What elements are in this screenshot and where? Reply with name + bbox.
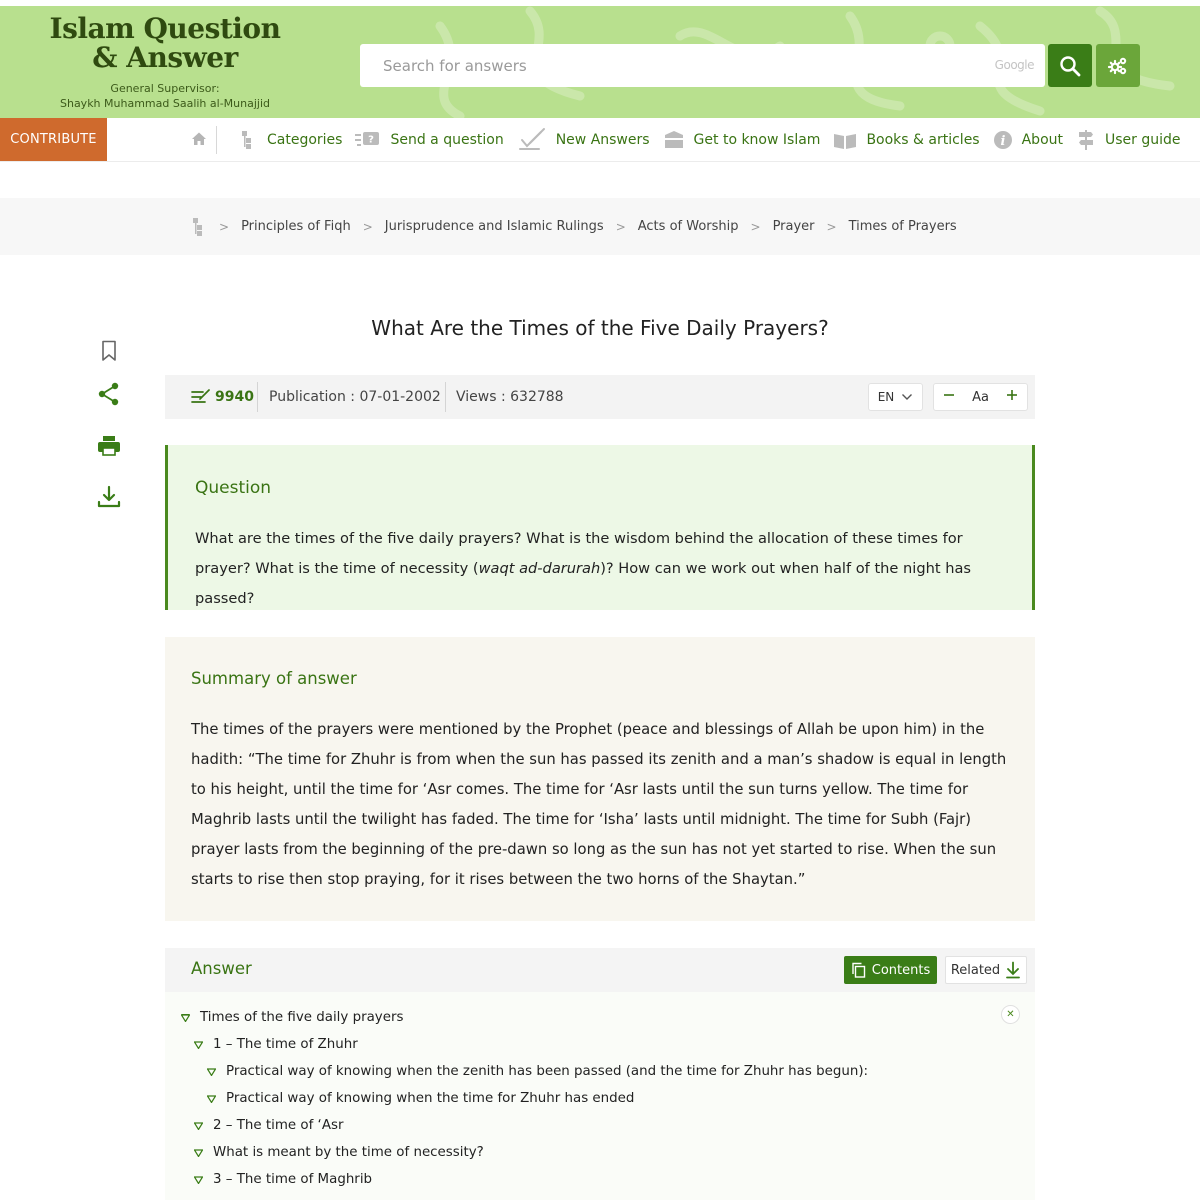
breadcrumb-separator: > — [219, 219, 230, 234]
question-text-part: )? How can we work out when half of the night has passed? — [195, 560, 972, 607]
nav-label-user-guide: User guide — [1105, 131, 1181, 148]
nav-label-send-question: Send a question — [390, 131, 504, 148]
contents-button[interactable] — [844, 956, 937, 984]
breadcrumb-separator: > — [362, 219, 373, 234]
breadcrumb-item[interactable]: Prayer — [772, 219, 815, 234]
nav-item-send-question[interactable] — [355, 130, 503, 150]
chevron-down-icon — [901, 393, 913, 401]
expand-triangle-icon — [181, 1014, 190, 1022]
toc-item[interactable] — [194, 1145, 484, 1160]
expand-triangle-icon — [207, 1068, 216, 1076]
svg-text:?: ? — [368, 134, 375, 145]
expand-triangle-icon — [194, 1122, 203, 1130]
nav-item-categories[interactable] — [236, 130, 342, 150]
answer-id-icon — [191, 389, 211, 405]
download-button[interactable] — [96, 484, 122, 514]
toc-item-label: Practical way of knowing when the time for Zhuhr has ended — [226, 1091, 635, 1106]
send-question-icon — [355, 130, 381, 150]
summary-text: The times of the prayers were mentioned by the Prophet (peace and blessings of Allah be upon him) in the hadith: “The time for Zhuhr is from when the sun has passed its zenith and a man’s shadow is equal in length to his height, until the time for ‘Asr comes. The time for ‘Asr lasts until the sun turns yellow. The time for Maghrib lasts until the twilight has faded. The time for ‘Isha’ lasts until midnight. The time for Subh (Fajr) prayer lasts from the beginning of the pre-dawn so long as the sun has not yet started to rise. When the sun starts to rise then stop praying, for it rises between the two horns of the Shaytan.” — [191, 721, 1007, 888]
search-button[interactable] — [1048, 44, 1092, 87]
site-logo[interactable] — [30, 14, 300, 111]
print-icon — [96, 434, 122, 458]
related-label: Related — [950, 962, 1001, 978]
answer-heading: Answer — [191, 959, 252, 978]
svg-text:i: i — [1000, 133, 1006, 149]
new-answers-icon — [517, 127, 547, 153]
related-button[interactable] — [945, 956, 1027, 984]
print-button[interactable] — [96, 434, 122, 462]
expand-triangle-icon — [207, 1095, 216, 1103]
bookmark-button[interactable] — [96, 340, 122, 366]
nav-items — [236, 118, 1194, 161]
site-header — [0, 6, 1200, 118]
font-increase-button[interactable] — [1006, 389, 1018, 405]
font-size-control — [933, 383, 1028, 411]
breadcrumb-bar — [0, 198, 1200, 255]
search-input[interactable] — [360, 44, 960, 87]
bookmark-icon — [96, 340, 122, 362]
question-text-italic: waqt ad-darurah — [478, 560, 601, 577]
contents-label: Contents — [871, 962, 931, 978]
page-title: What Are the Times of the Five Daily Prayers? — [371, 316, 829, 340]
logo-title-line2: & Answer — [92, 41, 238, 74]
font-size-label: Aa — [972, 389, 989, 405]
google-logo: Google — [994, 58, 1034, 72]
books-icon — [833, 130, 857, 150]
toc-item[interactable] — [194, 1118, 343, 1133]
question-section — [165, 445, 1035, 610]
nav-label-new-answers: New Answers — [555, 131, 650, 148]
question-id — [191, 375, 254, 419]
breadcrumb-item[interactable]: Acts of Worship — [637, 219, 739, 234]
breadcrumb — [191, 198, 957, 255]
supervisor-label: General Supervisor: — [110, 82, 220, 95]
toc-item[interactable] — [207, 1064, 868, 1079]
nav-label-categories: Categories — [267, 131, 343, 148]
breadcrumb-separator: > — [750, 219, 761, 234]
toc-item-label: 3 – The time of Maghrib — [213, 1172, 373, 1187]
nav-item-new-answers[interactable] — [517, 127, 650, 153]
nav-item-books[interactable] — [833, 130, 979, 150]
breadcrumb-item[interactable]: Principles of Fiqh — [241, 219, 351, 234]
font-decrease-button[interactable] — [943, 389, 955, 405]
download-icon — [96, 484, 122, 510]
breadcrumb-root-icon[interactable] — [191, 217, 207, 237]
nav-item-user-guide[interactable] — [1076, 129, 1181, 151]
search-icon — [1059, 55, 1081, 77]
publication-date: Publication : 07-01-2002 — [269, 389, 441, 405]
breadcrumb-item-current[interactable]: Times of Prayers — [848, 219, 957, 234]
share-button[interactable] — [96, 382, 122, 410]
toc-item-label: 1 – The time of Zhuhr — [213, 1037, 358, 1052]
summary-section — [165, 637, 1035, 921]
nav-label-books: Books & articles — [866, 131, 980, 148]
arrow-down-icon — [1005, 961, 1021, 979]
toc-item-label: What is meant by the time of necessity? — [213, 1145, 484, 1160]
nav-item-about[interactable] — [993, 130, 1063, 150]
summary-heading: Summary of answer — [191, 669, 357, 688]
meta-bar — [165, 375, 1035, 419]
share-icon — [96, 382, 122, 406]
nav-item-know-islam[interactable] — [663, 130, 821, 150]
breadcrumb-item[interactable]: Jurisprudence and Islamic Rulings — [384, 219, 604, 234]
toc-item[interactable] — [194, 1172, 372, 1187]
meta-divider — [445, 382, 446, 412]
question-id-value: 9940 — [215, 389, 254, 405]
expand-triangle-icon — [194, 1176, 203, 1184]
contribute-button[interactable]: CONTRIBUTE — [0, 118, 107, 161]
table-of-contents — [165, 992, 1035, 1200]
main-navbar — [0, 118, 1200, 162]
language-select[interactable] — [868, 383, 923, 411]
logo-title-line1: Islam Question — [49, 12, 281, 45]
nav-label-know-islam: Get to know Islam — [693, 131, 821, 148]
question-heading: Question — [195, 478, 272, 498]
toc-item[interactable] — [207, 1091, 634, 1106]
toc-item[interactable] — [194, 1037, 358, 1052]
language-value: EN — [877, 390, 895, 404]
toc-item-label: Practical way of knowing when the zenith has been passed (and the time for Zhuhr has begun): — [226, 1064, 869, 1079]
categories-icon — [236, 130, 258, 150]
toc-item-label: 2 – The time of ‘Asr — [213, 1118, 344, 1133]
close-contents-button[interactable] — [1001, 1005, 1020, 1024]
views-count: Views : 632788 — [456, 389, 564, 405]
islam-icon — [663, 130, 685, 150]
signpost-icon — [1076, 129, 1096, 151]
info-icon — [993, 130, 1013, 150]
question-text — [195, 524, 1015, 614]
gears-icon — [1107, 55, 1129, 77]
supervisor-name: Shaykh Muhammad Saalih al-Munajjid — [59, 97, 270, 110]
nav-label-about: About — [1021, 131, 1064, 148]
expand-triangle-icon — [194, 1041, 203, 1049]
meta-divider — [257, 382, 258, 412]
nav-divider — [216, 126, 217, 154]
settings-button[interactable] — [1096, 44, 1140, 87]
home-link[interactable] — [190, 130, 208, 152]
copy-icon — [851, 962, 867, 978]
toc-item[interactable] — [181, 1010, 403, 1025]
breadcrumb-separator: > — [615, 219, 626, 234]
answer-header — [165, 948, 1035, 992]
question-text-part: What are the times of the five daily prayers? What is the wisdom behind the allocation of these times for prayer? What is the time of necessity ( — [195, 530, 963, 577]
plus-icon — [1006, 389, 1018, 401]
minus-icon — [943, 389, 955, 401]
toc-item-label: Times of the five daily prayers — [200, 1010, 404, 1025]
close-icon: ✕ — [1006, 1009, 1015, 1020]
home-icon — [190, 130, 208, 148]
search-box — [360, 44, 1045, 87]
expand-triangle-icon — [194, 1149, 203, 1157]
breadcrumb-separator: > — [826, 219, 837, 234]
